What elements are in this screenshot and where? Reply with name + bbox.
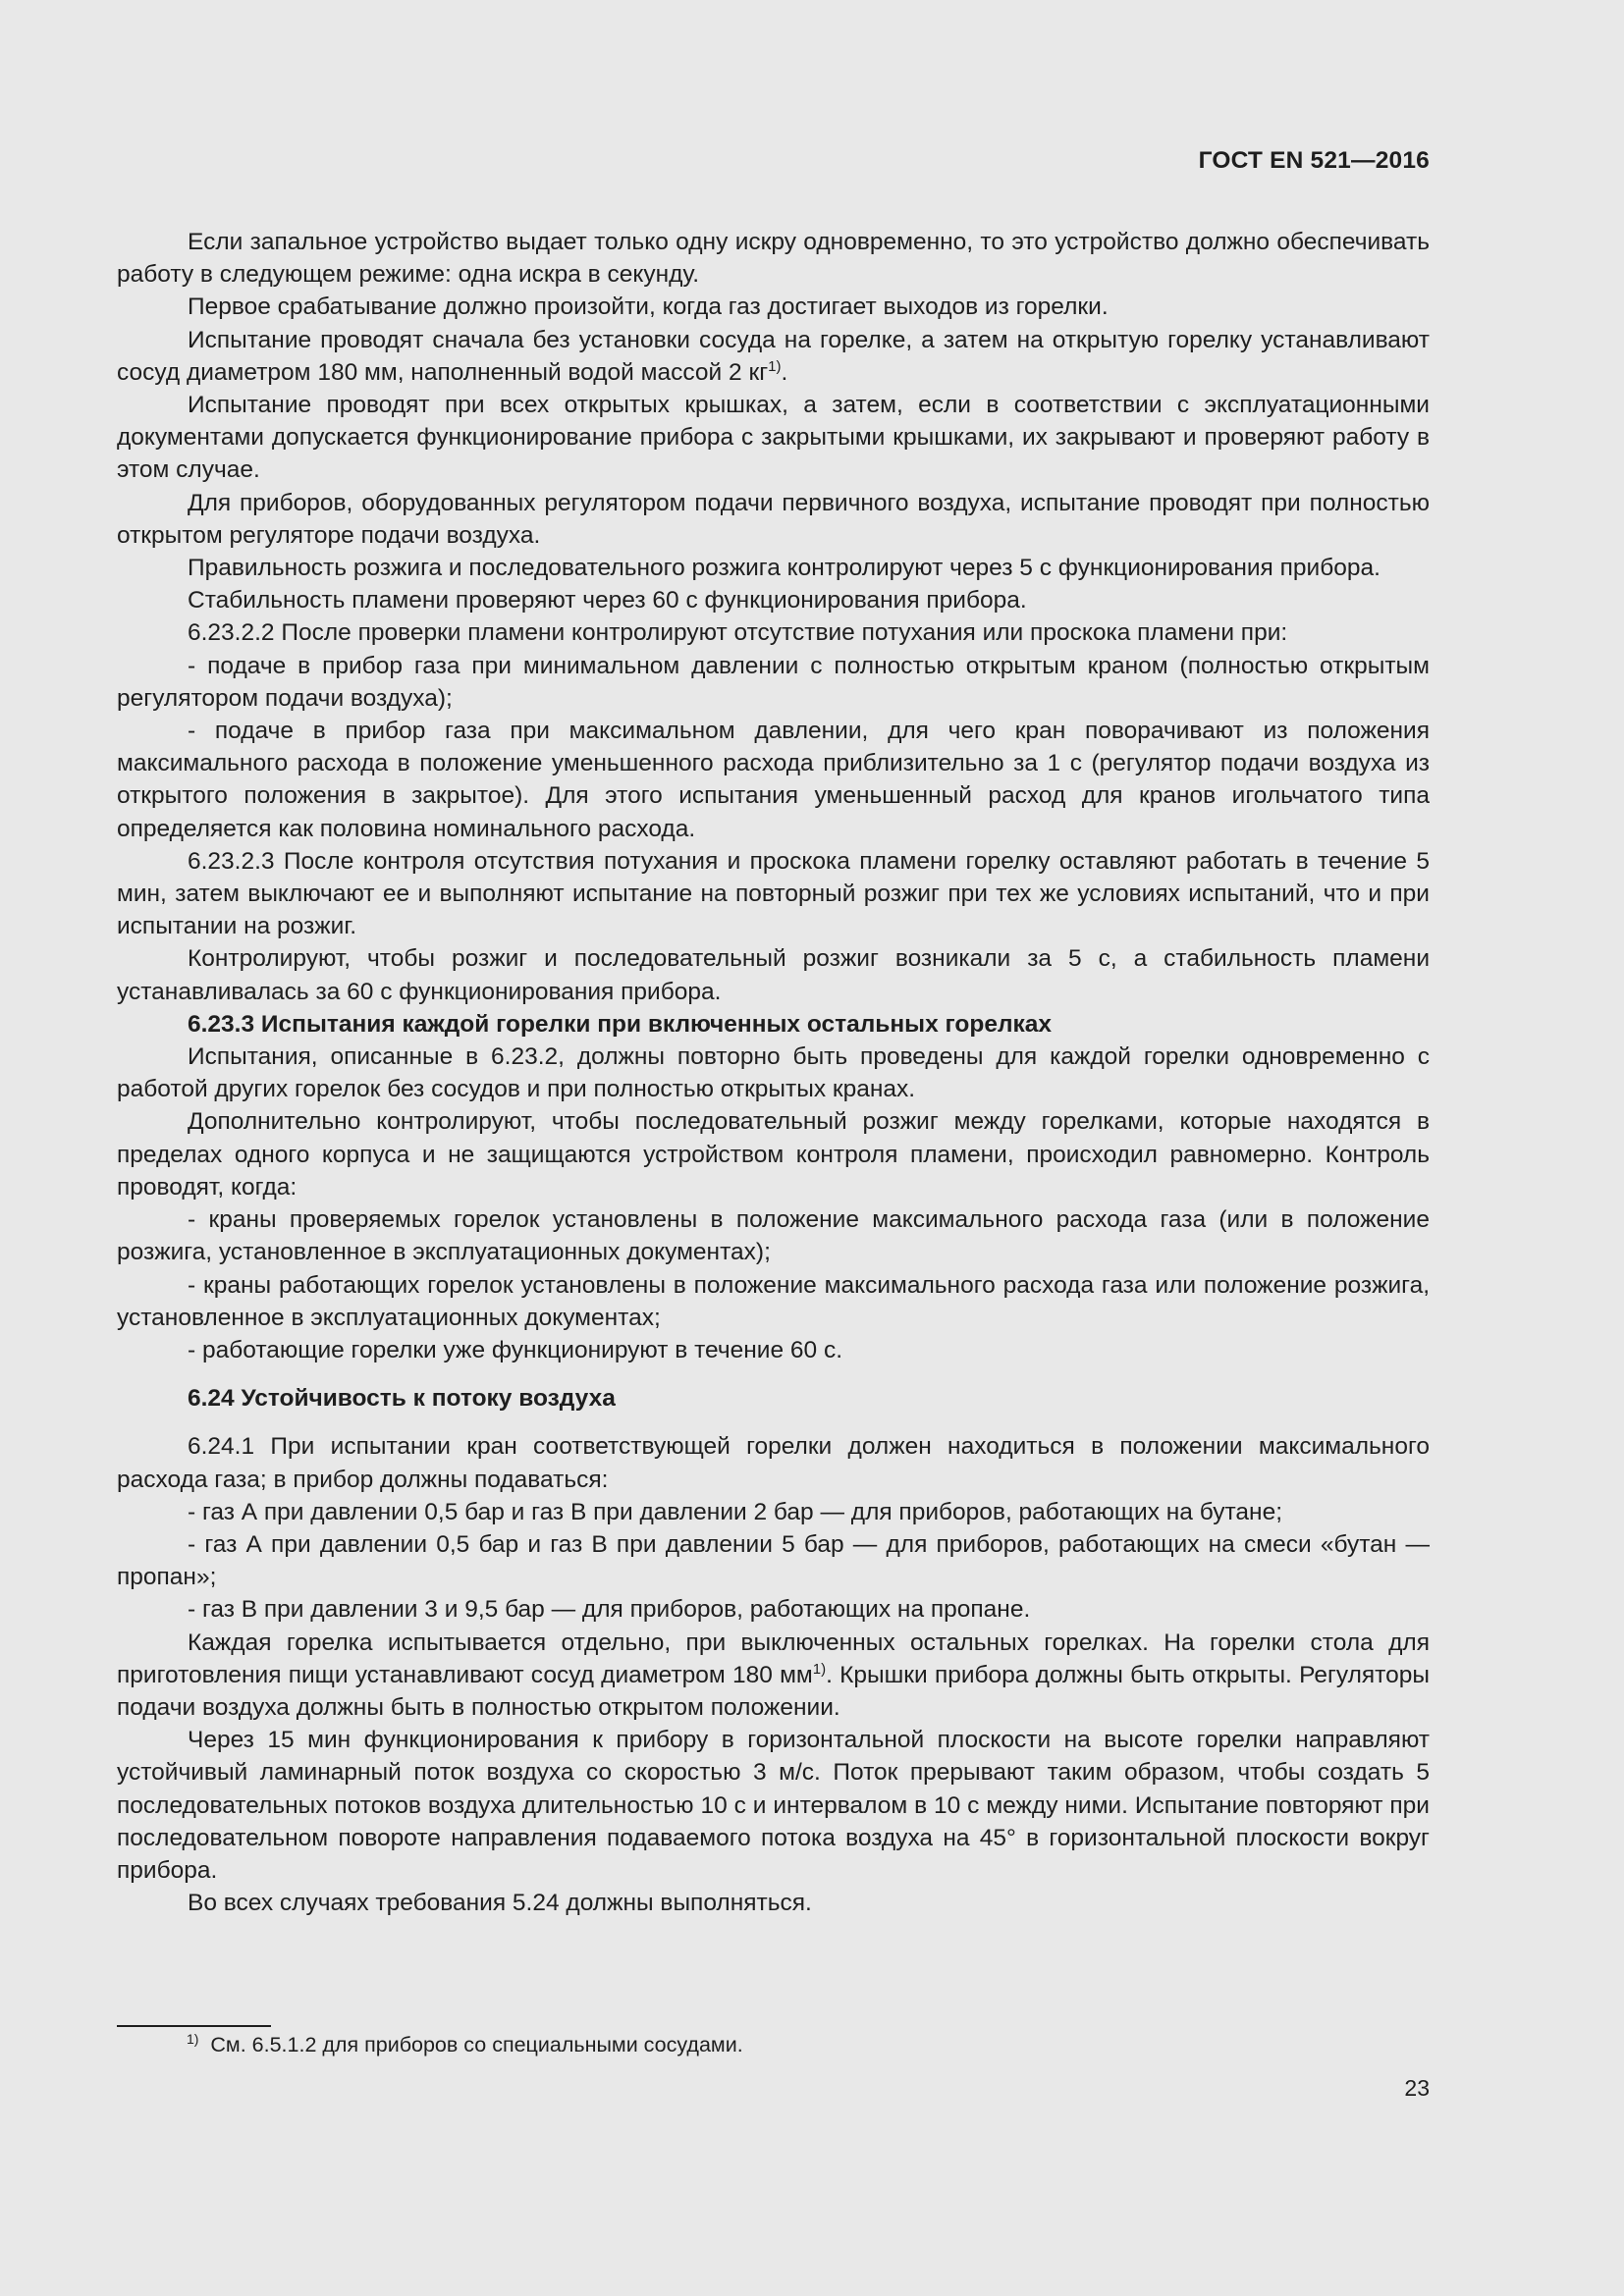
footnote-separator (117, 2025, 271, 2027)
page-number: 23 (1404, 2075, 1430, 2101)
paragraph: Если запальное устройство выдает только одну искру одновременно, то это устройство должно обеспечивать работу в следующем режиме: одна искра в секунду. (117, 229, 1430, 289)
paragraph: Стабильность пламени проверяют через 60 с функционирования прибора. (188, 587, 1027, 614)
paragraph: Правильность розжига и последовательного розжига контролируют через 5 с функционирования прибора. (188, 555, 1380, 582)
list-item: - подаче в прибор газа при минимальном давлении с полностью открытым краном (полностью открытым регулятором подачи воздуха); (117, 652, 1430, 712)
clause-6-24-1: 6.24.1 При испытании кран соответствующей горелки должен находиться в положении максимального расхода газа; в прибор должны подаваться: (117, 1433, 1430, 1493)
list-item: - газ А при давлении 0,5 бар и газ В при давлении 5 бар — для приборов, работающих на смеси «бутан — пропан»; (117, 1530, 1430, 1591)
footnote-reference: 1) (812, 1660, 827, 1678)
footnote (187, 2030, 743, 2057)
document-body (117, 226, 1430, 1919)
paragraph: Во всех случаях требования 5.24 должны выполняться. (188, 1890, 812, 1917)
paragraph-text: Испытание проводят сначала без установки сосуда на горелке, а затем на открытую горелку устанавливают сосуд диаметром 180 мм, наполненный водой массой 2 кг (117, 326, 1430, 386)
section-heading-6-23-3: 6.23.3 Испытания каждой горелки при включенных остальных горелках (188, 1010, 1053, 1038)
list-item: - подаче в прибор газа при максимальном давлении, для чего кран поворачивают из положения максимального расхода в положение уменьшенного расхода приблизительно за 1 с (регулятор подачи воздуха из открытого положения в закрытое). Для этого испытания уменьшенный расход для кранов игольчатого типа определяется как половина номинального расхода. (117, 718, 1430, 842)
clause-6-23-2-2: 6.23.2.2 После проверки пламени контролируют отсутствие потухания или проскока пламени при: (188, 619, 1288, 647)
paragraph (117, 1627, 1430, 1725)
list-item: - краны работающих горелок установлены в положение максимального расхода газа или положение розжига, установленное в эксплуатационных документах; (117, 1271, 1430, 1331)
clause-6-23-2-3: 6.23.2.3 После контроля отсутствия потухания и проскока пламени горелку оставляют работать в течение 5 мин, затем выключают ее и выполняют испытание на повторный розжиг при тех же условиях испытаний, что и при испытании на розжиг. (117, 847, 1430, 940)
paragraph: Через 15 мин функционирования к прибору в горизонтальной плоскости на высоте горелки направляют устойчивый ламинарный поток воздуха со скоростью 3 м/с. Поток прерывают таким образом, чтобы создать 5 последовательных потоков воздуха длительностью 10 с и интервалом в 10 с между ними. Испытание повторяют при последовательном повороте направления подаваемого потока воздуха на 45° в горизонтальной плоскости вокруг прибора. (117, 1727, 1430, 1884)
footnote-text: См. 6.5.1.2 для приборов со специальными сосудами. (210, 2033, 743, 2056)
list-item: - работающие горелки уже функционируют в течение 60 с. (188, 1336, 843, 1363)
footnote-reference: 1) (768, 357, 782, 375)
paragraph-text: Каждая горелка испытывается отдельно, при выключенных остальных горелках. На горелки стола для приготовления пищи устанавливают сосуд диаметром 180 мм (117, 1629, 1430, 1688)
footnote-mark: 1) (187, 2030, 199, 2047)
paragraph: Испытание проводят сначала без установки сосуда на горелке, а затем на открытую горелку устанавливают сосуд диаметром 180 мм, наполненный водой массой 2 $кг^{1)}$. (117, 326, 1430, 386)
paragraph: Первое срабатывание должно произойти, когда газ достигает выходов из горелки. (188, 294, 1109, 321)
section-heading-6-24: 6.24 Устойчивость к потоку воздуха (188, 1385, 616, 1413)
paragraph-text: . Крышки прибора должны быть открыты. Регуляторы подачи воздуха должны быть в полностью открытом положении. (117, 1661, 1430, 1721)
list-item: - газ А при давлении 0,5 бар и газ В при давлении 2 бар — для приборов, работающих на бутане; (188, 1498, 1283, 1525)
paragraph: Контролируют, чтобы розжиг и последовательный розжиг возникали за 5 с, а стабильность пламени устанавливалась за 60 с функционирования прибора. (117, 945, 1430, 1005)
paragraph: Для приборов, оборудованных регулятором подачи первичного воздуха, испытание проводят при полностью открытом регуляторе подачи воздуха. (117, 489, 1430, 549)
paragraph: Испытание проводят при всех открытых крышках, а затем, если в соответствии с эксплуатационными документами допускается функционирование прибора с закрытыми крышками, их закрывают и проверяют работу в этом случае. (117, 392, 1430, 484)
list-item: - краны проверяемых горелок установлены в положение максимального расхода газа (или в положение розжига, установленное в эксплуатационных документах); (117, 1206, 1430, 1266)
document-code: ГОСТ EN 521—2016 (1198, 147, 1430, 174)
paragraph: Испытания, описанные в 6.23.2, должны повторно быть проведены для каждой горелки одновременно с работой других горелок без сосудов и при полностью открытых кранах. (117, 1043, 1430, 1103)
paragraph: Дополнительно контролируют, чтобы последовательный розжиг между горелками, которые находятся в пределах одного корпуса и не защищаются устройством контроля пламени, происходил равномерно. Контроль проводят, когда: (117, 1108, 1430, 1201)
list-item: - газ В при давлении 3 и 9,5 бар — для приборов, работающих на пропане. (188, 1596, 1031, 1624)
